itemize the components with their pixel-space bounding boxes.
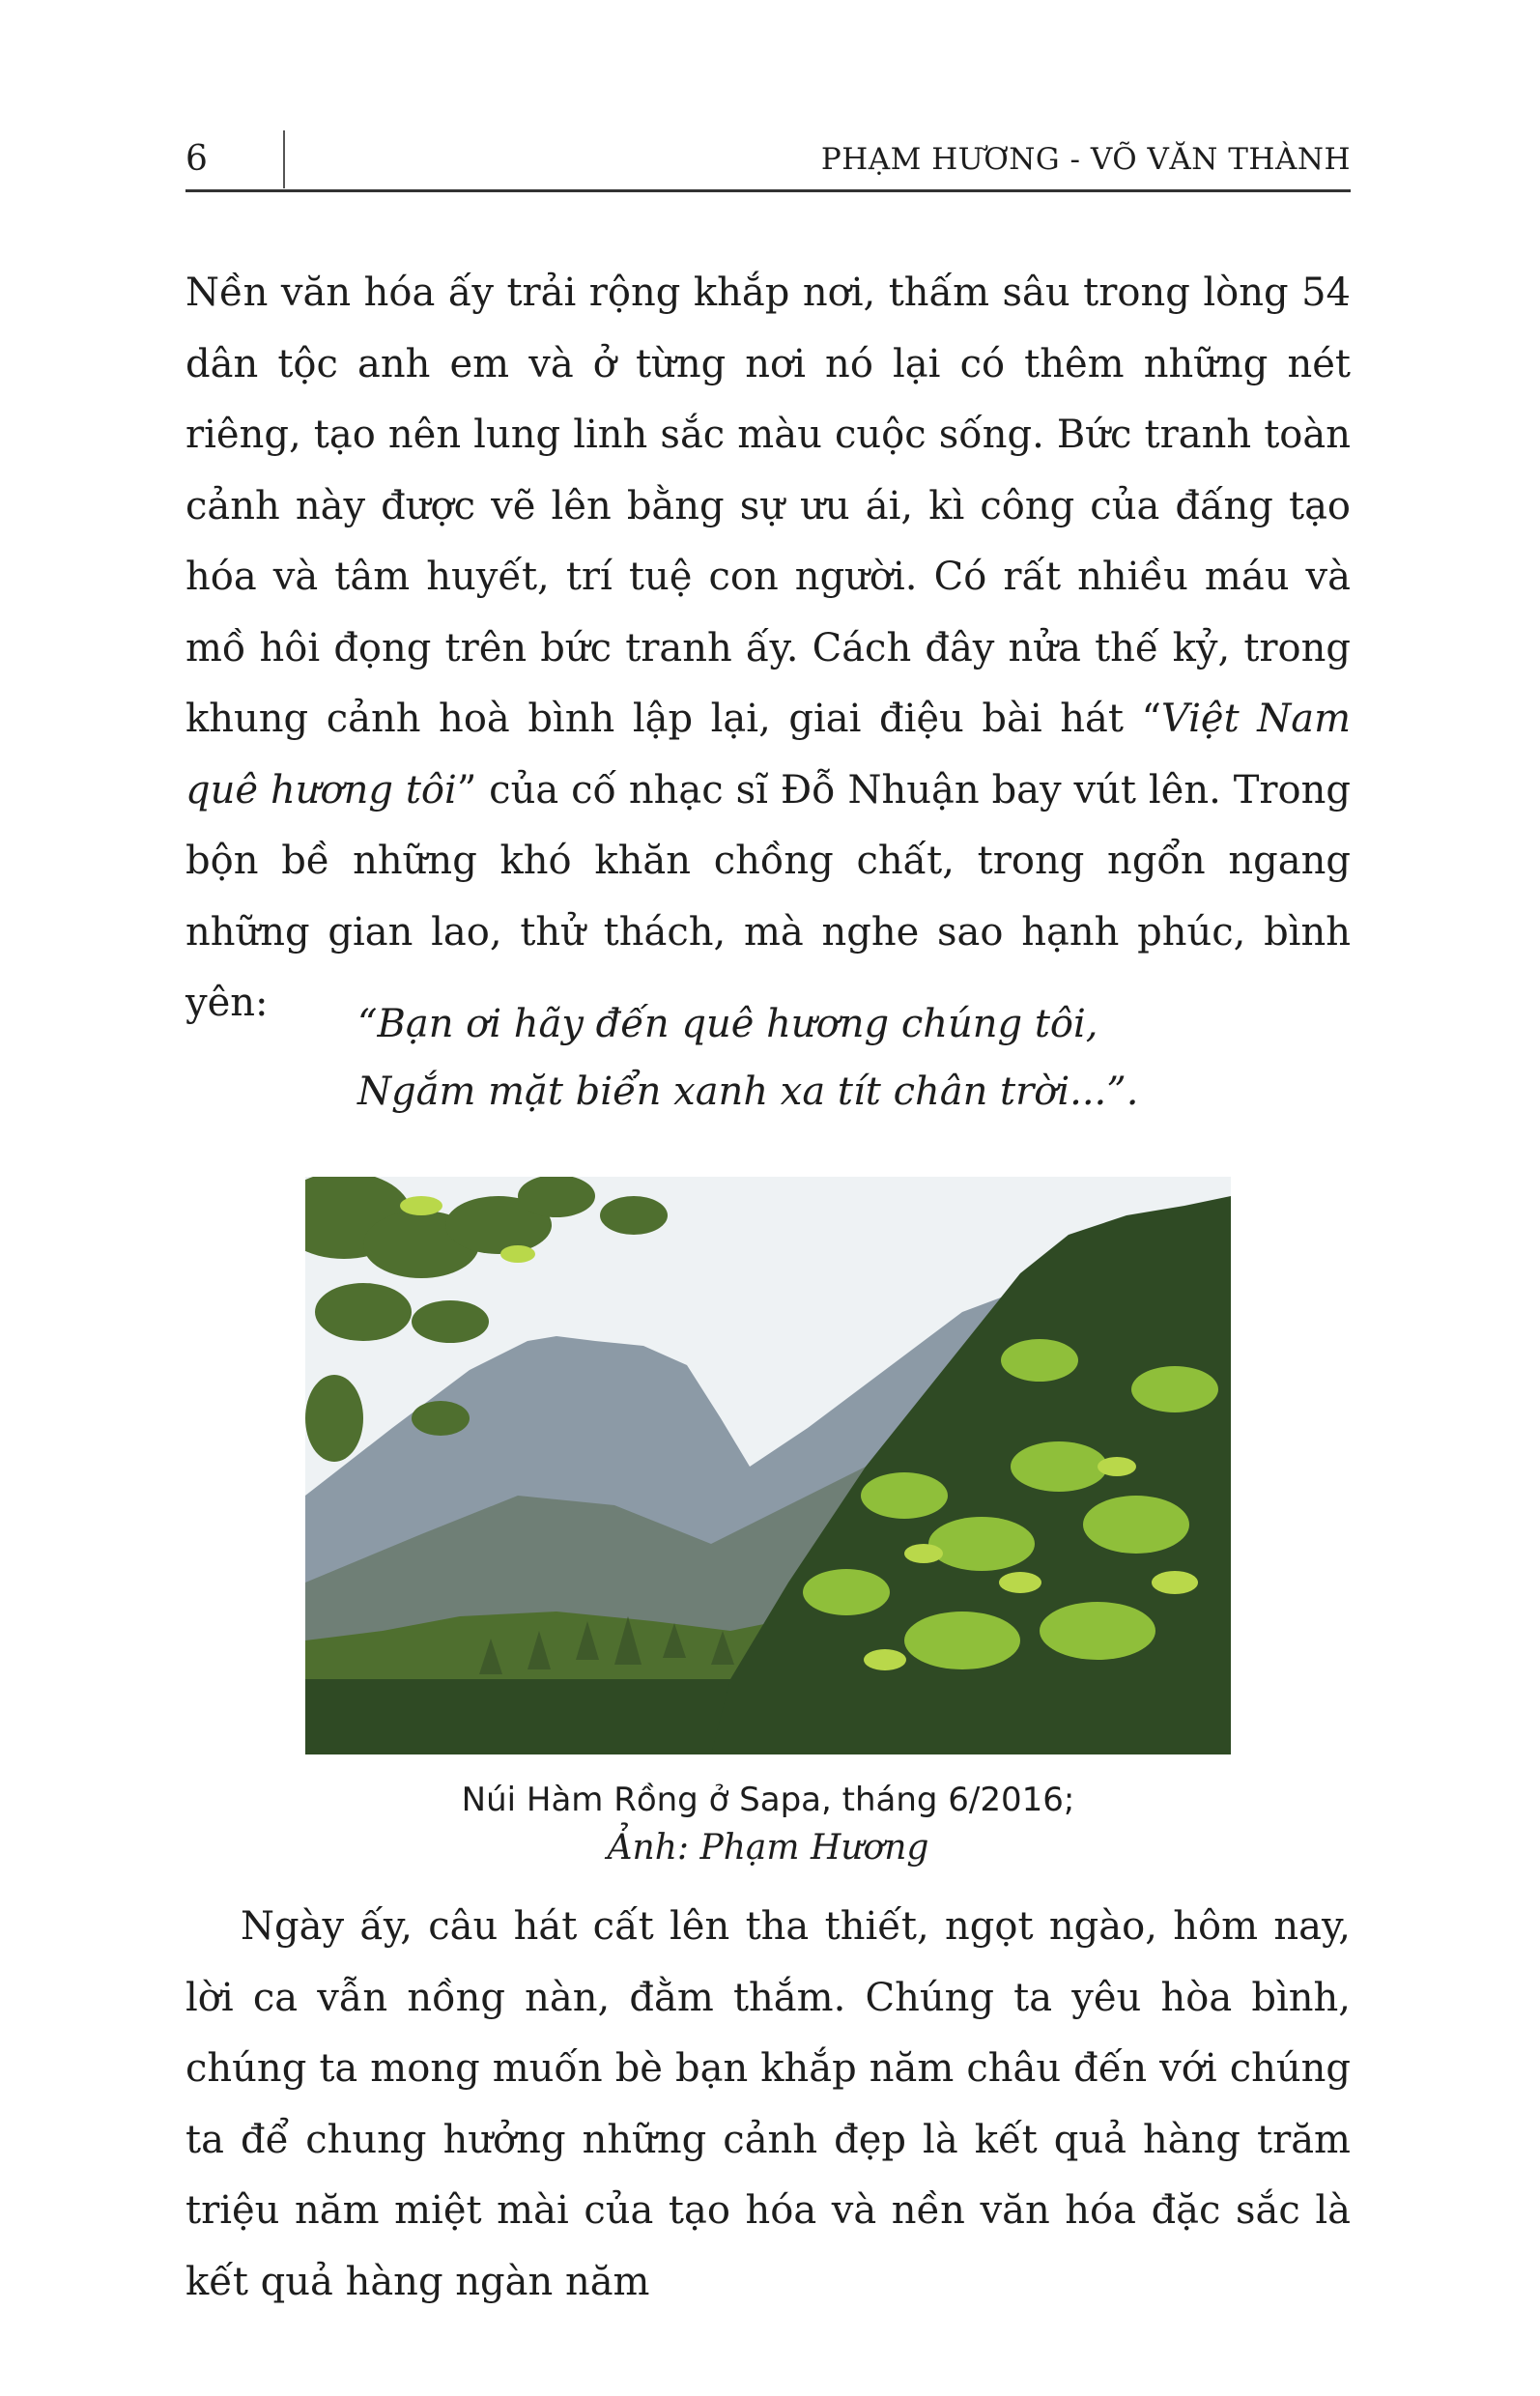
caption-text: Núi Hàm Rồng ở Sapa, tháng 6/2016;: [461, 1781, 1075, 1819]
quote-line-1: “Bạn ơi hãy đến quê hương chúng tôi,: [357, 1002, 1098, 1046]
song-quote: [357, 990, 1138, 1126]
photo-caption: [185, 1776, 1351, 1872]
header-rule: [185, 189, 1351, 192]
paragraph-1: [185, 258, 1351, 1040]
page-number: 6: [185, 139, 208, 179]
header-separator: [283, 130, 285, 188]
paragraph-1-text-a: Nền văn hóa ấy trải rộng khắp nơi, thấm sâu trong lòng 54 dân tộc anh em và ở từng nơi nó lại có thêm những nét riêng, tạo nên lung linh sắc màu cuộc sống. Bức tranh toàn cảnh này được vẽ lên bằng sự ưu ái, kì công của đấng tạo hóa và tâm huyết, trí tuệ con người. Có rất nhiều máu và mồ hôi đọng trên bức tranh ấy. Cách đây nửa thế kỷ, trong khung cảnh hoà bình lập lại, giai điệu bài hát “: [185, 271, 1351, 741]
mountain-photo-illustration: [305, 1177, 1231, 1754]
mountain-photo: [305, 1177, 1231, 1754]
page-header: [185, 130, 1351, 188]
paragraph-2: [185, 1892, 1351, 2318]
paragraph-1-text-b: ” của cố nhạc sĩ Đỗ Nhuận bay vút lên. Trong bộn bề những khó khăn chồng chất, trong ngổn ngang những gian lao, thử thách, mà nghe sao hạnh phúc, bình yên:: [185, 767, 1352, 1025]
paragraph-2-text: Ngày ấy, câu hát cất lên tha thiết, ngọt ngào, hôm nay, lời ca vẫn nồng nàn, đằm thắm. Chúng ta yêu hòa bình, chúng ta mong muốn bè bạn khắp năm châu đến với chúng ta để chung hưởng những cảnh đẹp là kết quả hàng trăm triệu năm miệt mài của tạo hóa và nền văn hóa đặc sắc là kết quả hàng ngàn năm: [185, 1904, 1351, 2304]
song-title: Việt Nam quê hương tôi: [185, 697, 1351, 813]
quote-line-2: Ngắm mặt biển xanh xa tít chân trời...”.: [357, 1070, 1139, 1114]
running-head: PHẠM HƯƠNG - VÕ VĂN THÀNH: [820, 142, 1351, 177]
photo-credit: Ảnh: Phạm Hương: [607, 1828, 929, 1868]
